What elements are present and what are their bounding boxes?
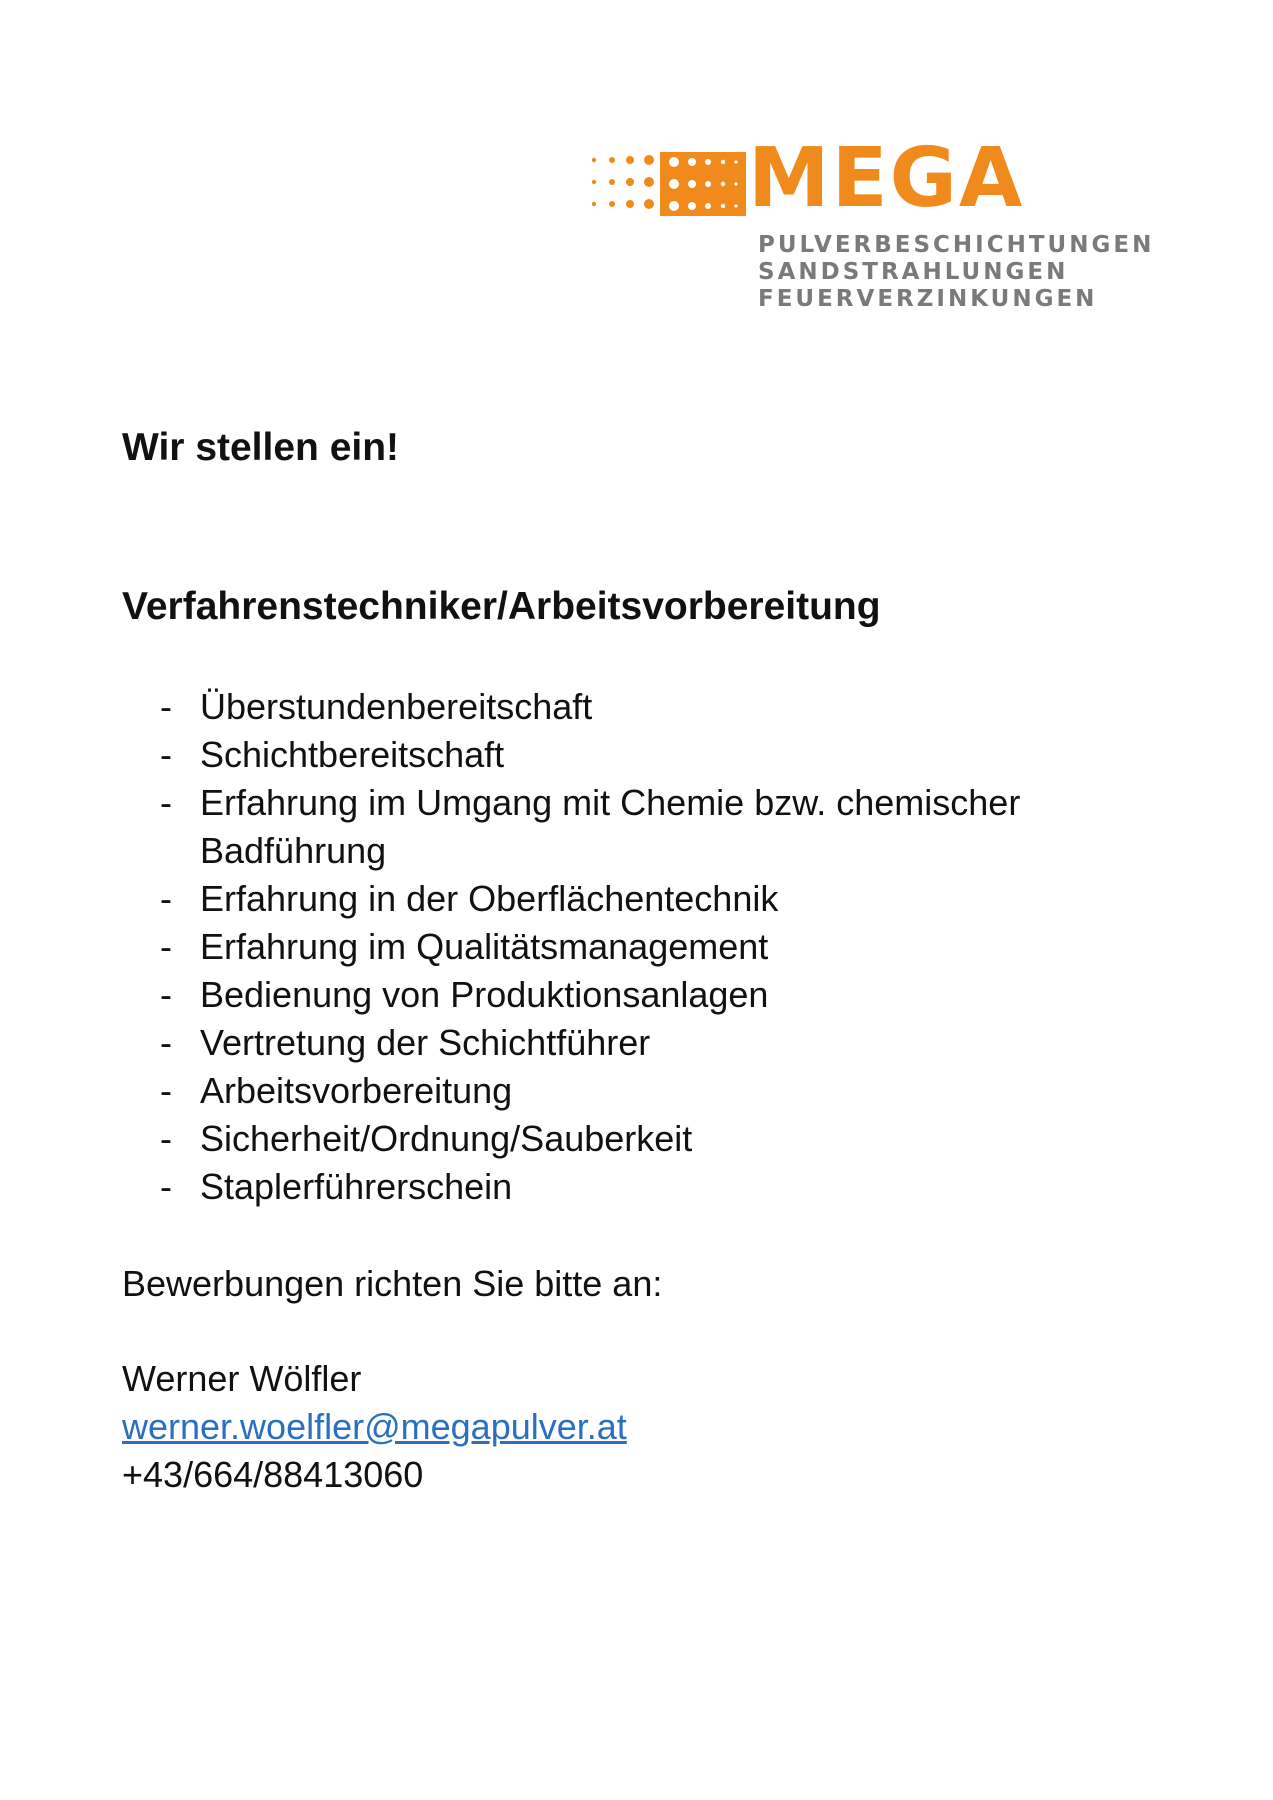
list-item: [160, 683, 1120, 731]
apply-instruction: Bewerbungen richten Sie bitte an:: [122, 1263, 663, 1304]
requirement-text: Erfahrung in der Oberflächentechnik: [200, 878, 779, 919]
job-title: Verfahrenstechniker/Arbeitsvorbereitung: [122, 585, 881, 628]
requirement-text: Arbeitsvorbereitung: [200, 1070, 513, 1111]
list-item: [160, 1115, 1120, 1163]
list-dash: -: [160, 878, 172, 919]
headline: Wir stellen ein!: [122, 426, 400, 469]
list-item: [160, 731, 1120, 779]
tagline-line: PULVERBESCHICHTUNGEN: [758, 232, 1155, 258]
contact-phone: +43/664/88413060: [122, 1454, 424, 1495]
list-dash: -: [160, 1022, 172, 1063]
tagline-line: FEUERVERZINKUNGEN: [758, 286, 1098, 312]
requirements-list: [160, 683, 1120, 1211]
logo-wordmark: MEGA: [748, 131, 1025, 226]
requirement-text: Sicherheit/Ordnung/Sauberkeit: [200, 1118, 693, 1159]
list-dash: -: [160, 1070, 172, 1111]
tagline-line: SANDSTRAHLUNGEN: [758, 259, 1069, 285]
requirement-text: Erfahrung im Umgang mit Chemie bzw. chemischer Badführung: [200, 782, 1021, 871]
requirement-text: Staplerführerschein: [200, 1166, 513, 1207]
list-dash: -: [160, 1118, 172, 1159]
list-item: [160, 1163, 1120, 1211]
contact-email-link[interactable]: werner.woelfler@megapulver.at: [122, 1406, 627, 1447]
requirement-text: Erfahrung im Qualitätsmanagement: [200, 926, 769, 967]
list-dash: -: [160, 782, 172, 823]
list-item: [160, 875, 1120, 923]
list-item: [160, 779, 1120, 875]
list-dash: -: [160, 1166, 172, 1207]
company-logo: [590, 131, 1155, 320]
list-item: [160, 923, 1120, 971]
list-dash: -: [160, 926, 172, 967]
list-dash: -: [160, 686, 172, 727]
list-item: [160, 971, 1120, 1019]
requirement-text: Bedienung von Produktionsanlagen: [200, 974, 769, 1015]
requirement-text: Vertretung der Schichtführer: [200, 1022, 651, 1063]
logo-tagline: [758, 232, 1154, 313]
contact-name: Werner Wölfler: [122, 1358, 362, 1399]
requirement-text: Überstundenbereitschaft: [200, 686, 593, 727]
contact-block: [122, 1355, 627, 1499]
list-dash: -: [160, 734, 172, 775]
list-item: [160, 1067, 1120, 1115]
requirement-text: Schichtbereitschaft: [200, 734, 505, 775]
logo-dots-icon: [590, 150, 750, 220]
list-item: [160, 1019, 1120, 1067]
list-dash: -: [160, 974, 172, 1015]
